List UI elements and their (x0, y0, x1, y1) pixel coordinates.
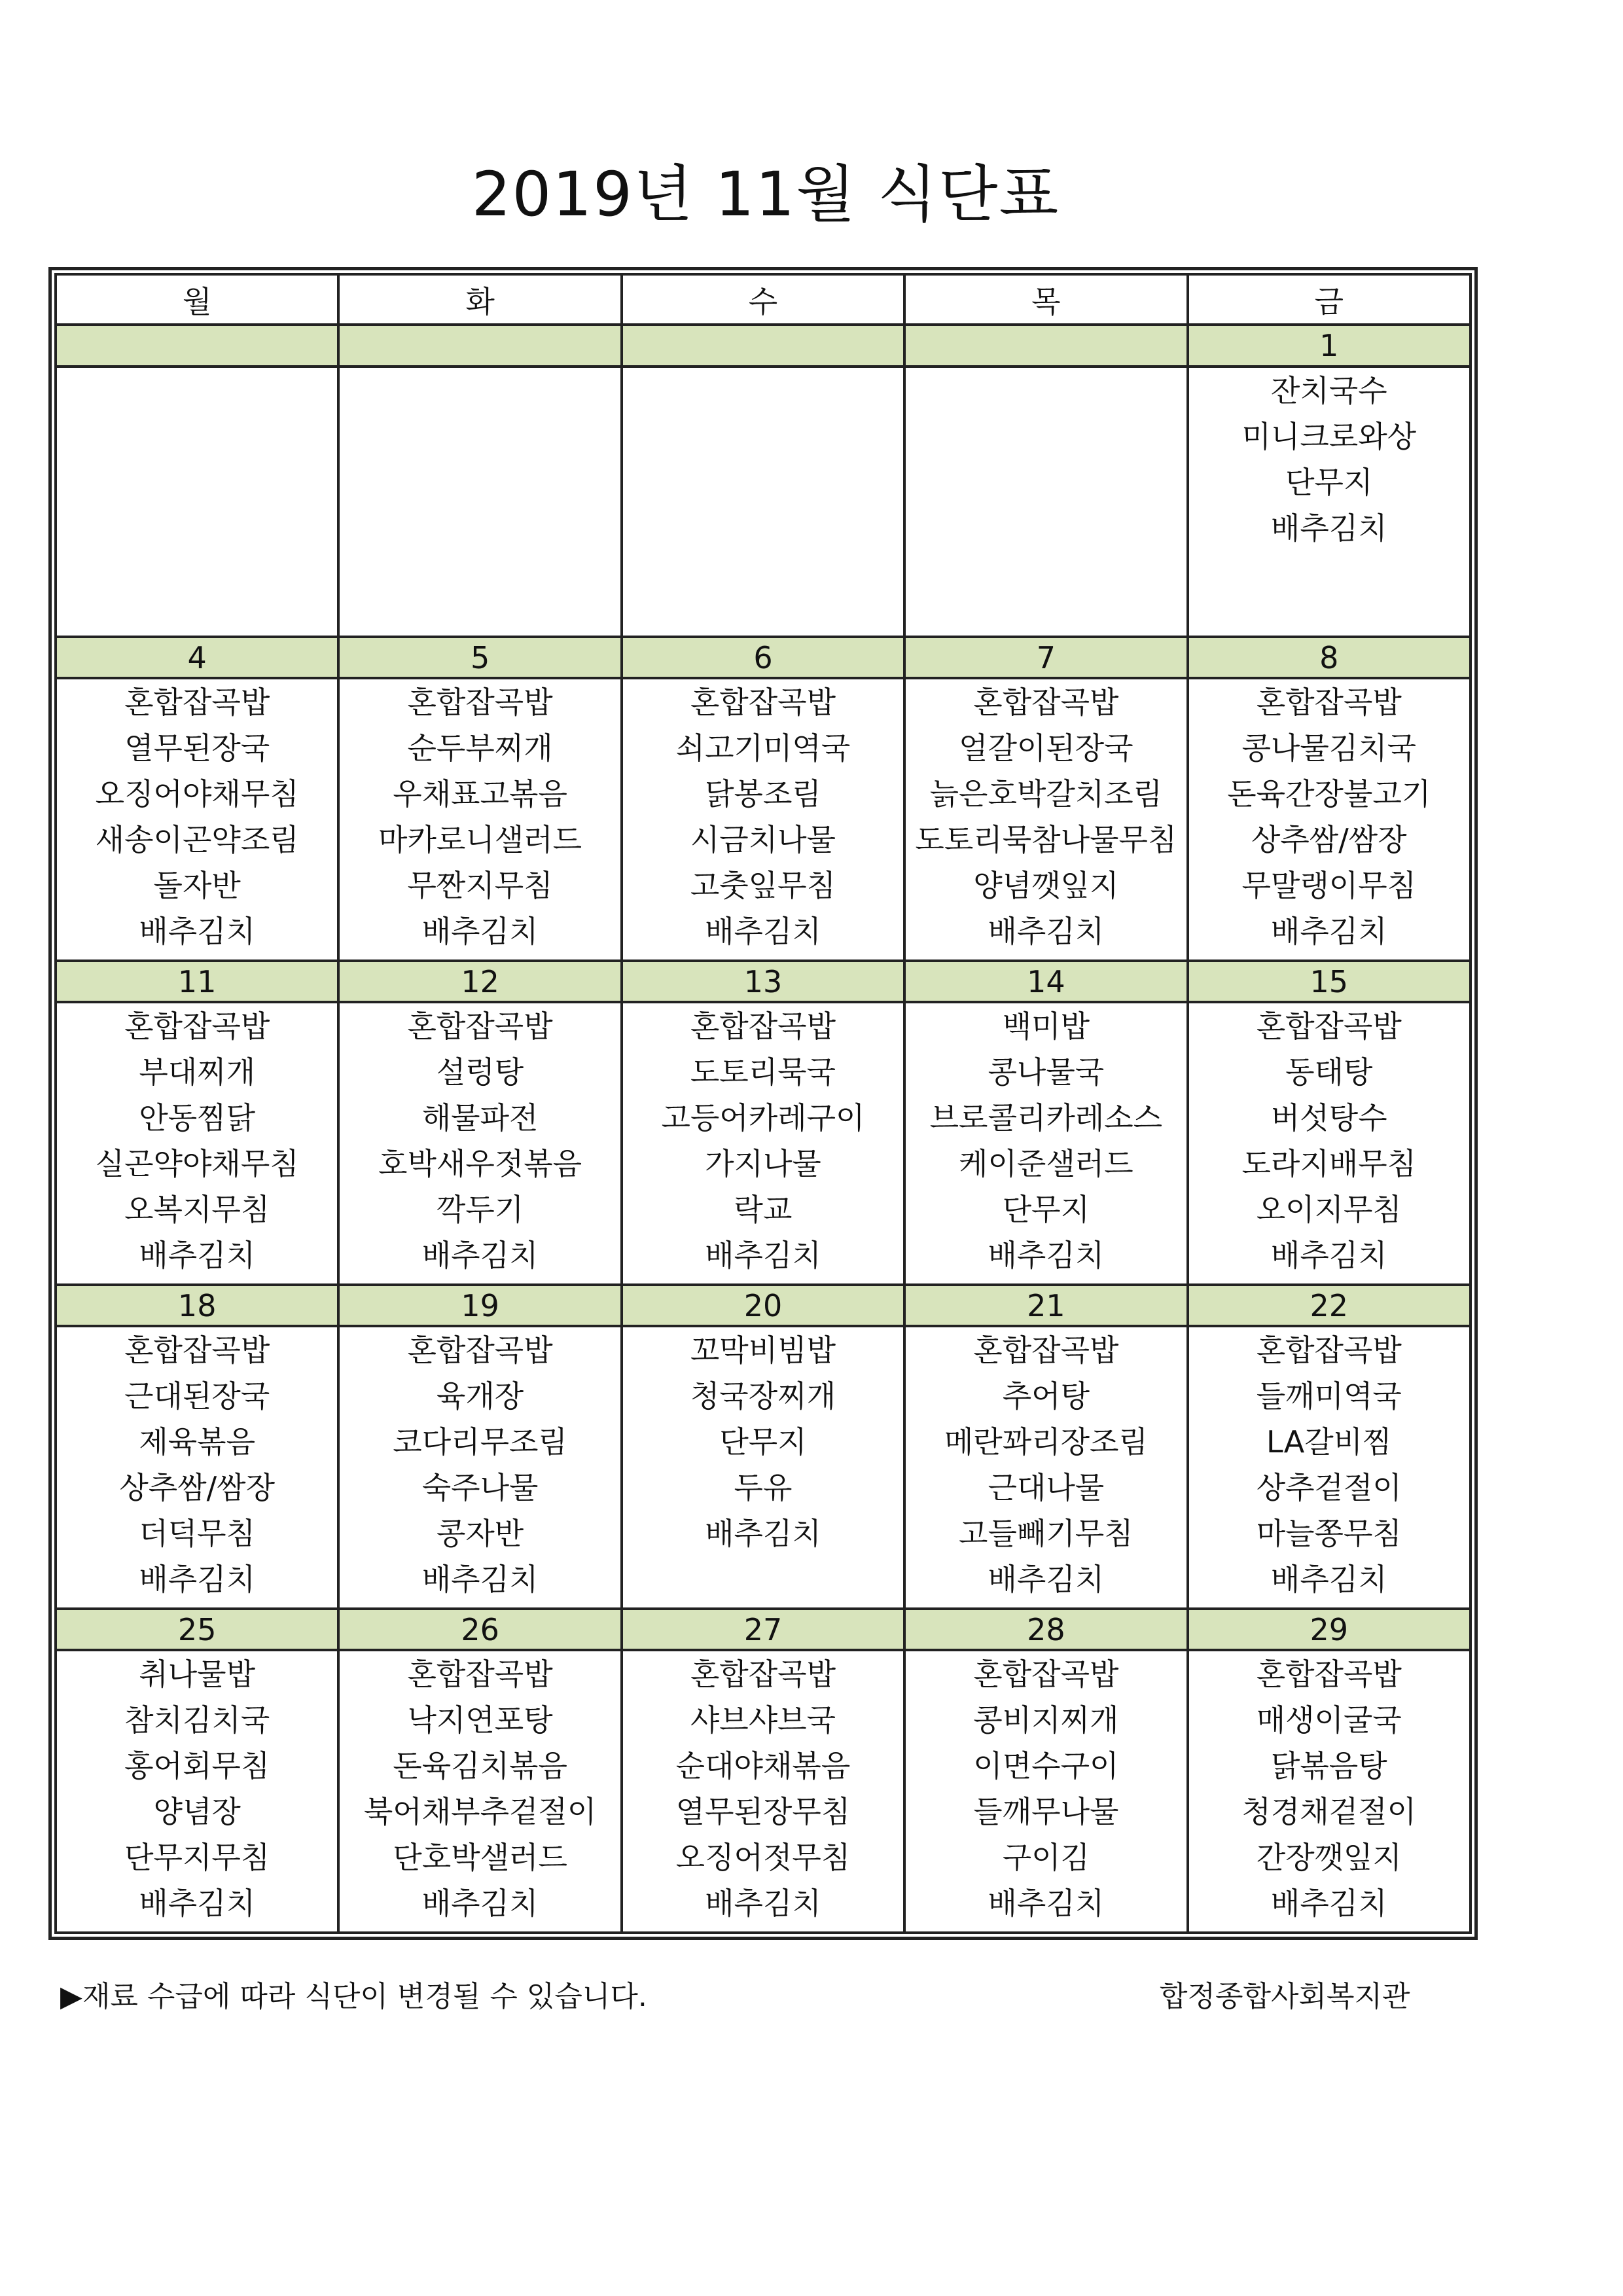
dish-item: 배추김치 (139, 1886, 256, 1922)
date-row (56, 961, 1471, 1002)
dish-item: 콩나물김치국 (1241, 730, 1417, 766)
dish-item: 백미밥 (1002, 1009, 1090, 1045)
menu-cell (904, 678, 1187, 961)
dish-item: 닭볶음탕 (1270, 1748, 1387, 1784)
dish-item: 혼합잡곡밥 (690, 1657, 836, 1693)
dish-item: 단무지무침 (124, 1840, 270, 1876)
date-cell: 29 (1188, 1609, 1471, 1650)
dish-item: 혼합잡곡밥 (690, 685, 836, 721)
dish-item: 케이준샐러드 (959, 1146, 1133, 1182)
page-title: 2019년 11월 식단표 (471, 159, 1060, 230)
dish-item: 콩자반 (436, 1516, 524, 1552)
dish-item: 배추김치 (1270, 914, 1387, 950)
date-row (56, 1285, 1471, 1326)
dish-item: 혼합잡곡밥 (124, 1009, 270, 1045)
dish-item: 미니크로와상 (1241, 418, 1417, 454)
dish-item: 도토리묵국 (690, 1054, 836, 1090)
menu-cell (622, 1002, 904, 1285)
dish-item: 콩나물국 (988, 1054, 1105, 1090)
dish-item: 취나물밥 (139, 1657, 256, 1693)
menu-cell (338, 1650, 621, 1933)
date-cell: 26 (338, 1609, 621, 1650)
date-cell: 25 (56, 1609, 338, 1650)
dish-item: 무짠지무침 (407, 868, 553, 904)
dish-item: 고들빼기무침 (959, 1516, 1133, 1552)
menu-cell (56, 1326, 338, 1609)
dish-item: 배추김치 (421, 1562, 539, 1598)
date-cell: 8 (1188, 637, 1471, 678)
notice-text: ▶재료 수급에 따라 식단이 변경될 수 있습니다. (60, 1980, 647, 2013)
organization-name: 합정종합사회복지관 (1160, 1980, 1410, 2013)
dish-item: 메란꽈리장조림 (944, 1424, 1148, 1460)
dish-item: 구이김 (1002, 1840, 1090, 1876)
dish-item: 마늘쫑무침 (1256, 1516, 1402, 1552)
date-cell: 14 (904, 961, 1187, 1002)
dish-item: 도라지배무침 (1241, 1146, 1417, 1182)
dish-item: 혼합잡곡밥 (1256, 1657, 1402, 1693)
menu-cell (904, 367, 1187, 637)
dish-item: 늙은호박갈치조림 (929, 776, 1163, 812)
dish-item: 가지나물 (705, 1146, 821, 1182)
dish-item: 돈육김치볶음 (393, 1748, 567, 1784)
dish-item: 동태탕 (1285, 1054, 1373, 1090)
date-cell: 7 (904, 637, 1187, 678)
date-cell: 12 (338, 961, 621, 1002)
dish-item: 콩비지찌개 (973, 1702, 1119, 1738)
dish-item: 매생이굴국 (1256, 1702, 1402, 1738)
dish-item: 더덕무침 (139, 1516, 256, 1552)
date-cell: 28 (904, 1609, 1187, 1650)
dish-item: 오복지무침 (124, 1192, 270, 1228)
dish-item: 혼합잡곡밥 (973, 1333, 1119, 1369)
dish-item: 잔치국수 (1270, 372, 1387, 408)
dish-item: 양념깻잎지 (973, 868, 1119, 904)
dish-item: 쇠고기미역국 (675, 730, 851, 766)
dish-item: 마카로니샐러드 (378, 822, 582, 858)
menu-cell (338, 1326, 621, 1609)
date-cell: 22 (1188, 1285, 1471, 1326)
dish-item: 배추김치 (421, 1238, 539, 1274)
date-cell (56, 325, 338, 366)
menu-row (56, 1650, 1471, 1933)
dish-item: 순대야채볶음 (675, 1748, 851, 1784)
menu-cell (622, 678, 904, 961)
dish-item: 락교 (734, 1192, 793, 1228)
menu-cell (1188, 367, 1471, 637)
menu-cell (338, 1002, 621, 1285)
date-cell: 18 (56, 1285, 338, 1326)
menu-cell (56, 1650, 338, 1933)
dish-item: 배추김치 (988, 1562, 1105, 1598)
date-cell: 4 (56, 637, 338, 678)
dish-item: 근대된장국 (124, 1378, 270, 1414)
dish-item: 육개장 (436, 1378, 524, 1414)
menu-cell (1188, 1326, 1471, 1609)
dish-item: 상추쌈/쌈장 (119, 1470, 276, 1506)
dish-item: 배추김치 (988, 1886, 1105, 1922)
dish-item: 깍두기 (436, 1192, 524, 1228)
dish-item: 혼합잡곡밥 (407, 1657, 553, 1693)
dish-item: 이면수구이 (973, 1748, 1119, 1784)
menu-row (56, 1326, 1471, 1609)
dish-item: 배추김치 (1270, 1886, 1387, 1922)
weekday-header-row (56, 274, 1471, 325)
dish-item: 청경채겉절이 (1241, 1794, 1417, 1830)
dish-item: 해물파전 (421, 1100, 539, 1136)
dish-item: 브로콜리카레소스 (929, 1100, 1163, 1136)
dish-item: 배추김치 (139, 1562, 256, 1598)
dish-item: 배추김치 (1270, 1238, 1387, 1274)
dish-item: 샤브샤브국 (690, 1702, 836, 1738)
dish-item: 혼합잡곡밥 (407, 1333, 553, 1369)
menu-table-frame (48, 267, 1478, 1940)
menu-cell (56, 1002, 338, 1285)
dish-item: 호박새우젓볶음 (378, 1146, 582, 1182)
date-cell (622, 325, 904, 366)
menu-row (56, 367, 1471, 637)
dish-item: 배추김치 (988, 914, 1105, 950)
menu-cell (1188, 1002, 1471, 1285)
dish-item: 상추겉절이 (1256, 1470, 1402, 1506)
date-cell: 11 (56, 961, 338, 1002)
dish-item: 배추김치 (139, 914, 256, 950)
dish-item: 배추김치 (1270, 1562, 1387, 1598)
dish-item: 혼합잡곡밥 (973, 685, 1119, 721)
dish-item: 근대나물 (988, 1470, 1105, 1506)
dish-item: 배추김치 (421, 1886, 539, 1922)
dish-item: LA갈비찜 (1266, 1424, 1392, 1460)
date-cell: 13 (622, 961, 904, 1002)
dish-item: 혼합잡곡밥 (407, 685, 553, 721)
date-row (56, 1609, 1471, 1650)
date-cell (338, 325, 621, 366)
dish-item: 배추김치 (421, 914, 539, 950)
dish-item: 참치김치국 (124, 1702, 270, 1738)
dish-item: 홍어회무침 (124, 1748, 270, 1784)
dish-item: 배추김치 (705, 1238, 821, 1274)
menu-cell (338, 678, 621, 961)
weekday-header-cell: 금 (1188, 274, 1471, 325)
menu-cell (56, 367, 338, 637)
date-cell: 6 (622, 637, 904, 678)
date-cell: 21 (904, 1285, 1187, 1326)
dish-item: 들깨무나물 (973, 1794, 1119, 1830)
menu-cell (904, 1650, 1187, 1933)
dish-item: 도토리묵참나물무침 (915, 822, 1177, 858)
dish-item: 간장깻잎지 (1256, 1840, 1402, 1876)
dish-item: 두유 (734, 1470, 793, 1506)
dish-item: 혼합잡곡밥 (124, 685, 270, 721)
dish-item: 혼합잡곡밥 (1256, 685, 1402, 721)
dish-item: 안동찜닭 (139, 1100, 256, 1136)
dish-item: 고춧잎무침 (690, 868, 836, 904)
dish-item: 오이지무침 (1256, 1192, 1402, 1228)
dish-item: 우채표고볶음 (393, 776, 567, 812)
dish-item: 오징어야채무침 (95, 776, 299, 812)
dish-item: 혼합잡곡밥 (407, 1009, 553, 1045)
dish-item: 얼갈이된장국 (959, 730, 1133, 766)
date-cell: 15 (1188, 961, 1471, 1002)
dish-item: 낙지연포탕 (407, 1702, 553, 1738)
dish-item: 새송이곤약조림 (95, 822, 299, 858)
dish-item: 배추김치 (139, 1238, 256, 1274)
dish-item: 단무지 (719, 1424, 807, 1460)
menu-table (54, 273, 1472, 1934)
menu-cell (622, 1650, 904, 1933)
date-cell: 27 (622, 1609, 904, 1650)
menu-row (56, 1002, 1471, 1285)
dish-item: 혼합잡곡밥 (124, 1333, 270, 1369)
menu-cell (622, 367, 904, 637)
dish-item: 단호박샐러드 (393, 1840, 567, 1876)
dish-item: 숙주나물 (421, 1470, 539, 1506)
dish-item: 배추김치 (988, 1238, 1105, 1274)
dish-item: 버섯탕수 (1270, 1100, 1387, 1136)
date-cell: 5 (338, 637, 621, 678)
date-row (56, 637, 1471, 678)
dish-item: 단무지 (1002, 1192, 1090, 1228)
dish-item: 설렁탕 (436, 1054, 524, 1090)
date-cell: 19 (338, 1285, 621, 1326)
date-cell: 20 (622, 1285, 904, 1326)
dish-item: 들깨미역국 (1256, 1378, 1402, 1414)
dish-item: 오징어젓무침 (675, 1840, 851, 1876)
dish-item: 혼합잡곡밥 (1256, 1009, 1402, 1045)
dish-item: 실곤약야채무침 (95, 1146, 299, 1182)
weekday-header-cell: 화 (338, 274, 621, 325)
weekday-header-cell: 수 (622, 274, 904, 325)
menu-cell (56, 678, 338, 961)
dish-item: 배추김치 (1270, 510, 1387, 546)
dish-item: 고등어카레구이 (661, 1100, 865, 1136)
dish-item: 청국장찌개 (690, 1378, 836, 1414)
dish-item: 추어탕 (1002, 1378, 1090, 1414)
menu-row (56, 678, 1471, 961)
menu-cell (1188, 1650, 1471, 1933)
dish-item: 혼합잡곡밥 (1256, 1333, 1402, 1369)
dish-item: 북어채부추겉절이 (363, 1794, 597, 1830)
menu-cell (1188, 678, 1471, 961)
dish-item: 배추김치 (705, 1516, 821, 1552)
dish-item: 열무된장국 (124, 730, 270, 766)
dish-item: 제육볶음 (139, 1424, 256, 1460)
dish-item: 부대찌개 (139, 1054, 256, 1090)
dish-item: 열무된장무침 (675, 1794, 851, 1830)
dish-item: 배추김치 (705, 914, 821, 950)
weekday-header-cell: 월 (56, 274, 338, 325)
dish-item: 닭봉조림 (705, 776, 821, 812)
dish-item: 양념장 (153, 1794, 241, 1830)
date-cell (904, 325, 1187, 366)
menu-cell (904, 1002, 1187, 1285)
dish-item: 상추쌈/쌈장 (1251, 822, 1407, 858)
dish-item: 돈육간장불고기 (1227, 776, 1431, 812)
dish-item: 배추김치 (705, 1886, 821, 1922)
dish-item: 단무지 (1285, 464, 1373, 500)
menu-cell (338, 367, 621, 637)
menu-cell (904, 1326, 1187, 1609)
dish-item: 순두부찌개 (407, 730, 553, 766)
weekday-header-cell: 목 (904, 274, 1187, 325)
dish-item: 무말랭이무침 (1241, 868, 1417, 904)
dish-item: 코다리무조림 (393, 1424, 567, 1460)
dish-item: 시금치나물 (690, 822, 836, 858)
date-row (56, 325, 1471, 366)
dish-item: 돌자반 (153, 868, 241, 904)
menu-cell (622, 1326, 904, 1609)
dish-item: 혼합잡곡밥 (973, 1657, 1119, 1693)
dish-item: 꼬막비빔밥 (690, 1333, 836, 1369)
dish-item: 혼합잡곡밥 (690, 1009, 836, 1045)
date-cell: 1 (1188, 325, 1471, 366)
